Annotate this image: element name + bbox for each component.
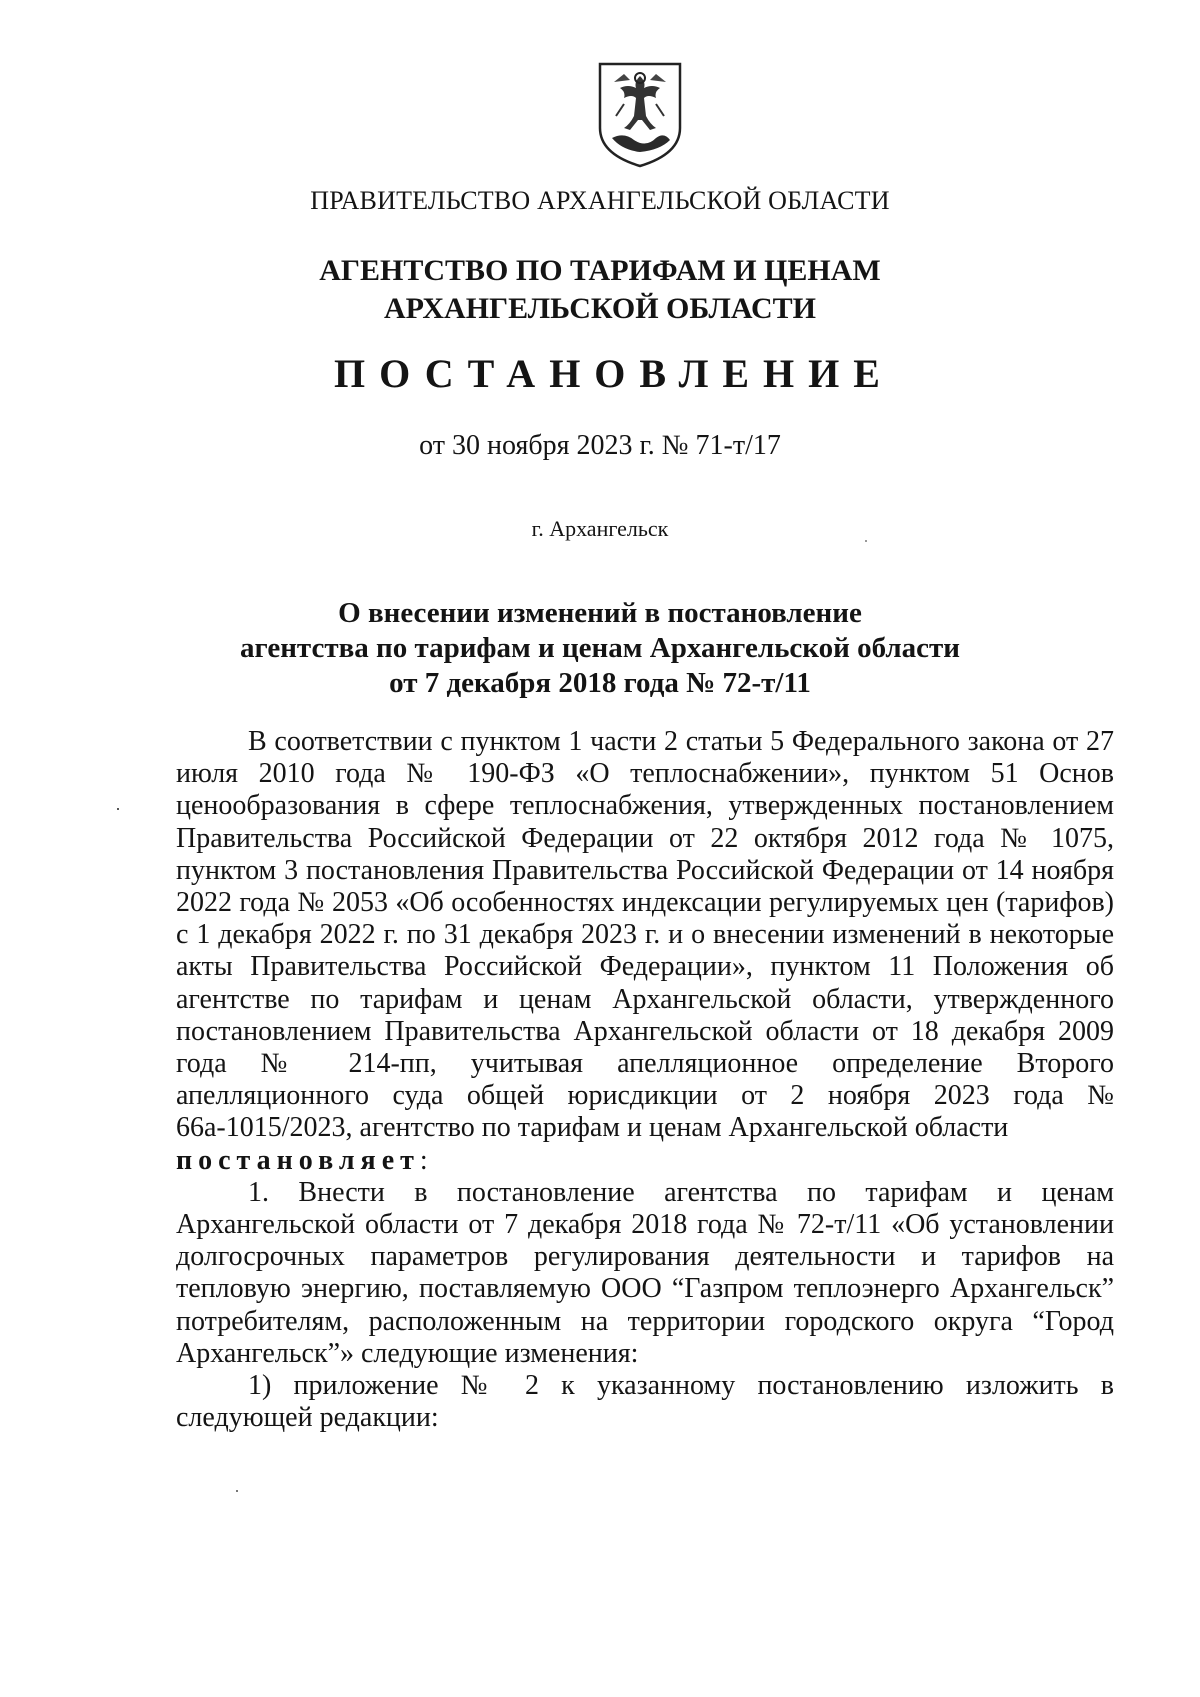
- document-date-number: от 30 ноября 2023 г. № 71-т/17: [419, 430, 781, 461]
- scan-speck: [117, 808, 119, 810]
- preamble-text: В соответствии с пунктом 1 части 2 статьи 5 Федерального закона от 27 июля 2010 года № 190-ФЗ «О теплоснабжении», пунктом 51 Основ ценообразования в сфере теплоснабжения, утвержденных постановлением Правительства Российской Федерации от 22 октября 2012 года № 1075, пунктом 3 постановления Правительства Российской Федерации от 14 ноября 2022 года № 2053 «Об особенностях индексации регулируемых цен (тарифов) с 1 декабря 2022 г. по 31 декабря 2023 г. и о внесении изменений в некоторые акты Правительства Российской Федерации», пунктом 11 Положения об агентстве по тарифам и ценам Архангельской области, утвержденного постановлением Правительства Архангельской области от 18 декабря 2009 года № 214-пп, учитывая апелляционное определение Второго апелляционного суда общей юрисдикции от 2 ноября 2023 года № 66а-1015/2023, агентство по тарифам и ценам Архангельской области: [176, 726, 1114, 1144]
- document-city: г. Архангельск: [531, 516, 669, 541]
- document-type-title: ПОСТАНОВЛЕНИЕ: [334, 351, 894, 396]
- item-1-paragraph: 1. Внести в постановление агентства по тарифам и ценам Архангельской области от 7 декабря 2018 года № 72-т/11 «Об установлении долгосрочных параметров регулирования деятельности и тарифов на тепловую энергию, поставляемую ООО “Газпром теплоэнерго Архангельск” потребителям, расположенным на территории городского округа “Город Архангельск”» следующие изменения:: [176, 1176, 1114, 1369]
- resolves-colon: :: [419, 1144, 428, 1176]
- resolves-word: постановляет: [176, 1144, 420, 1176]
- agency-name-line-1: АГЕНТСТВО ПО ТАРИФАМ И ЦЕНАМ: [319, 254, 881, 287]
- document-subject: [0, 596, 1200, 701]
- scan-speck: [236, 1490, 238, 1492]
- subitem-1-paragraph: 1) приложение № 2 к указанному постановлению изложить в следующей редакции:: [176, 1370, 1114, 1434]
- coat-of-arms-icon: [594, 58, 686, 168]
- subject-line-3: от 7 декабря 2018 года № 72-т/11: [389, 667, 811, 699]
- government-name: ПРАВИТЕЛЬСТВО АРХАНГЕЛЬСКОЙ ОБЛАСТИ: [310, 186, 890, 215]
- document-body: [176, 726, 1114, 1434]
- subject-line-1: О внесении изменений в постановление: [338, 597, 862, 629]
- scan-speck: [865, 540, 867, 542]
- agency-name: [0, 252, 1200, 328]
- subject-line-2: агентства по тарифам и ценам Архангельской области: [240, 632, 960, 664]
- agency-name-line-2: АРХАНГЕЛЬСКОЙ ОБЛАСТИ: [384, 292, 816, 325]
- preamble-paragraph: [176, 726, 1114, 1177]
